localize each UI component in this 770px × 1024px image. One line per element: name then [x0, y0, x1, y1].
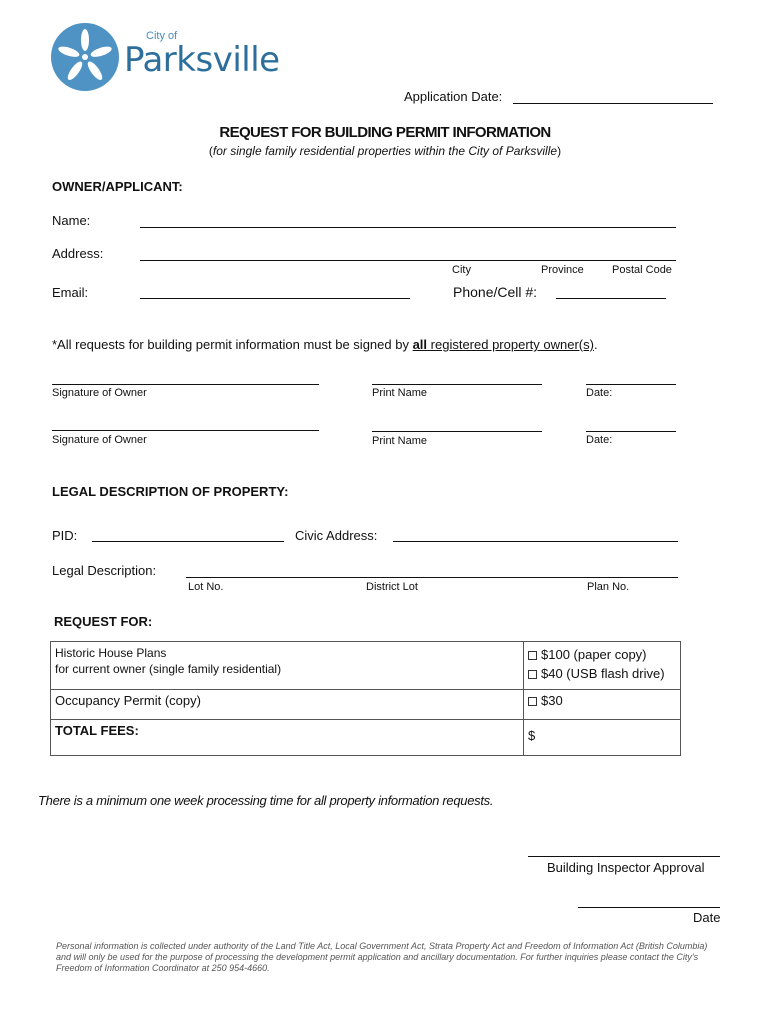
fee-item-cell — [51, 642, 524, 690]
pid-field[interactable] — [92, 541, 284, 542]
plan-no-label: Plan No. — [587, 581, 630, 593]
inspector-approval-label: Building Inspector Approval — [547, 860, 705, 875]
subtitle-open: ( — [208, 144, 213, 158]
total-fees-field[interactable]: $ — [524, 720, 681, 756]
email-field[interactable] — [140, 298, 410, 299]
fee-option-occupancy-label: $30 — [541, 693, 563, 708]
date-2-label: Date: — [586, 434, 613, 446]
inspector-approval-field[interactable] — [528, 856, 720, 857]
pid-label: PID: — [52, 528, 78, 543]
logo — [50, 22, 282, 92]
email-label: Email: — [52, 285, 89, 300]
address-field[interactable] — [140, 260, 676, 261]
sand-dollar-icon — [50, 22, 120, 92]
notice-emph: all — [412, 337, 428, 352]
print-name-1-label: Print Name — [372, 387, 428, 399]
signature-owner-1-field[interactable] — [52, 384, 319, 385]
fees-table — [50, 641, 681, 756]
approval-date-label: Date — [693, 910, 721, 925]
district-lot-label: District Lot — [366, 581, 418, 593]
page-title: REQUEST FOR BUILDING PERMIT INFORMATION — [219, 124, 551, 141]
logo-name: Parksville — [124, 40, 280, 80]
date-2-field[interactable] — [586, 431, 676, 432]
request-heading: REQUEST FOR: — [54, 614, 153, 629]
print-name-2-label: Print Name — [372, 435, 428, 447]
total-fees-label: TOTAL FEES: — [51, 720, 524, 756]
legal-heading: LEGAL DESCRIPTION OF PROPERTY: — [52, 484, 289, 499]
fee-option-occupancy[interactable] — [528, 693, 676, 708]
phone-label: Phone/Cell #: — [453, 284, 538, 300]
fee-option-usb-label: $40 (USB flash drive) — [541, 666, 665, 681]
fee-option-paper[interactable] — [528, 645, 676, 664]
legal-description-label: Legal Description: — [52, 563, 157, 578]
phone-field[interactable] — [556, 298, 666, 299]
page-subtitle — [0, 144, 770, 158]
fee-item-cell: Occupancy Permit (copy) — [51, 690, 524, 720]
checkbox-icon[interactable] — [528, 697, 537, 706]
notice-suffix: registered property owner(s) — [427, 337, 594, 352]
province-label: Province — [541, 264, 584, 276]
name-label: Name: — [52, 213, 91, 228]
lot-no-label: Lot No. — [188, 581, 224, 593]
fee-option-paper-label: $100 (paper copy) — [541, 647, 647, 662]
table-row — [51, 690, 681, 720]
print-name-2-field[interactable] — [372, 431, 542, 432]
postal-code-label: Postal Code — [612, 264, 672, 276]
date-1-label: Date: — [586, 387, 613, 399]
date-1-field[interactable] — [586, 384, 676, 385]
table-row — [51, 720, 681, 756]
application-date-field[interactable] — [513, 103, 713, 104]
subtitle-close: ) — [557, 144, 562, 158]
fee-item-title: Historic House Plans — [55, 646, 167, 660]
signature-owner-1-label: Signature of Owner — [52, 387, 147, 399]
application-date-label: Application Date: — [404, 89, 503, 104]
city-label: City — [452, 264, 471, 276]
checkbox-icon[interactable] — [528, 651, 537, 660]
signature-owner-2-label: Signature of Owner — [52, 434, 147, 446]
checkbox-icon[interactable] — [528, 670, 537, 679]
address-label: Address: — [52, 246, 104, 261]
fee-option-cell — [524, 690, 681, 720]
civic-address-field[interactable] — [393, 541, 678, 542]
signature-owner-2-field[interactable] — [52, 430, 319, 431]
print-name-1-field[interactable] — [372, 384, 542, 385]
notice-prefix: *All requests for building permit information must be signed by — [52, 337, 413, 352]
logo-city-of: City of — [146, 30, 178, 42]
table-row — [51, 642, 681, 690]
approval-date-field[interactable] — [578, 907, 720, 908]
subtitle-text: for single family residential properties within the City of Parksville — [212, 144, 558, 158]
fee-option-usb[interactable] — [528, 664, 676, 683]
processing-note: There is a minimum one week processing time for all property information requests. — [38, 793, 494, 808]
privacy-footer: Personal information is collected under authority of the Land Title Act, Local Government Act, Strata Property Act and Freedom of Information Act (British Columbia) and will only be used for the purpose of processing the development permit application and ancillary documentation. For further inquiries please contact the City's Freedom of Information Coordinator at 250 954-4660. — [56, 941, 708, 973]
fee-item-subtitle: for current owner (single family residential) — [55, 662, 282, 676]
fee-option-cell — [524, 642, 681, 690]
civic-address-label: Civic Address: — [295, 528, 378, 543]
legal-description-field[interactable] — [186, 577, 678, 578]
name-field[interactable] — [140, 227, 676, 228]
signature-notice — [52, 337, 598, 352]
notice-end: . — [593, 337, 598, 352]
owner-heading: OWNER/APPLICANT: — [52, 179, 183, 194]
